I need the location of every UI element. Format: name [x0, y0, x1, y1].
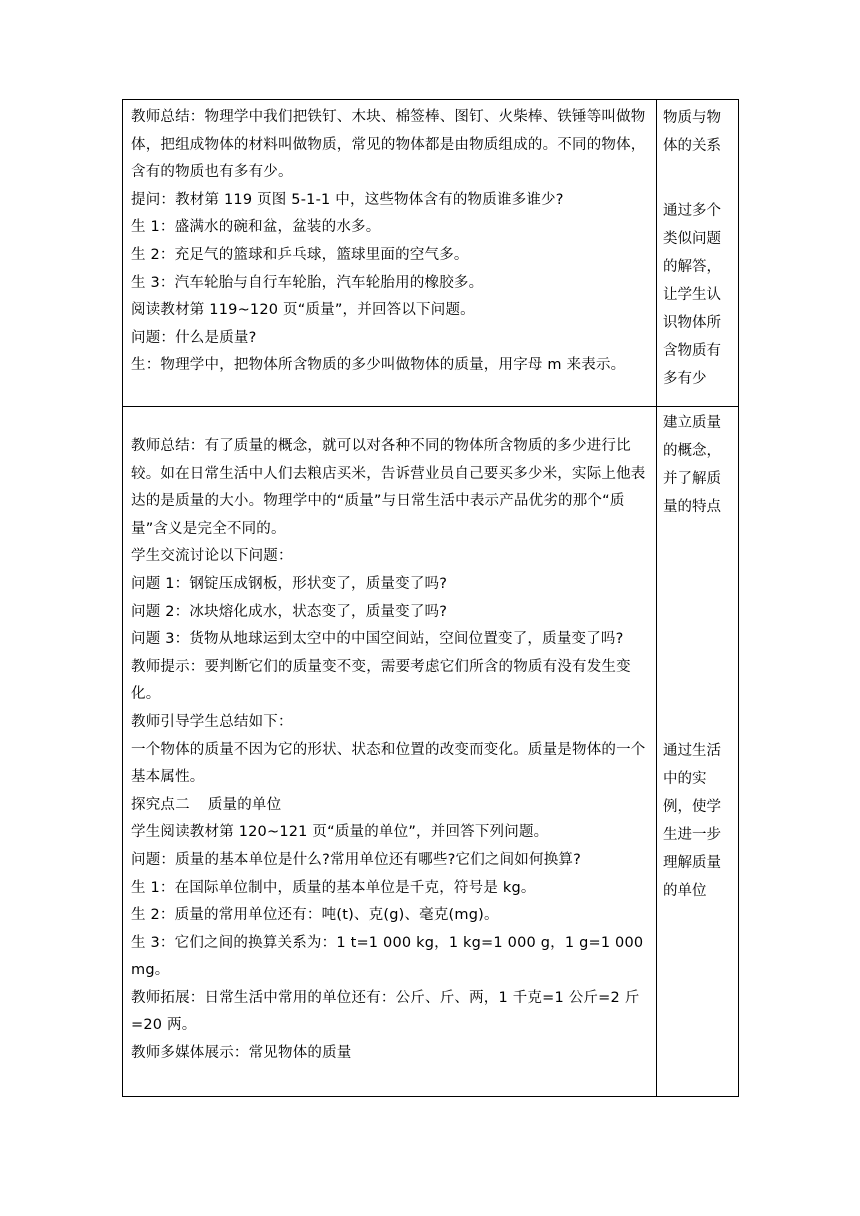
paragraph: 生 2：充足气的篮球和乒乓球，篮球里面的空气多。 [131, 246, 469, 263]
design-note: 物质与物体的关系 [663, 110, 721, 154]
paragraph: 问题 3：货物从地球运到太空中的中国空间站，空间位置变了，质量变了吗? [131, 631, 624, 648]
section-heading [131, 792, 652, 820]
table-row [123, 100, 739, 407]
paragraph: 教师提示：要判断它们的质量变不变，需要考虑它们所含的物质有没有发生变化。 [131, 658, 631, 703]
table-row [123, 407, 739, 1097]
paragraph: 生 2：质量的常用单位还有：吨(t)、克(g)、毫克(mg)。 [131, 907, 499, 924]
paragraph: 问题 2：冰块熔化成水，状态变了，质量变了吗? [131, 603, 448, 620]
paragraph: 问题 1：钢锭压成钢板，形状变了，质量变了吗? [131, 575, 448, 592]
paragraph: 问题：质量的基本单位是什么?常用单位还有哪些?它们之间如何换算? [131, 851, 581, 868]
paragraph: 问题：什么是质量? [131, 329, 257, 346]
paragraph: 提问：教材第 119 页图 5-1-1 中，这些物体含有的物质谁多谁少? [131, 191, 564, 208]
design-note: 建立质量的概念，并了解质量的特点 [663, 415, 721, 515]
paragraph: 生 3：汽车轮胎与自行车轮胎，汽车轮胎用的橡胶多。 [131, 274, 484, 291]
paragraph: 阅读教材第 119~120 页“质量”，并回答以下问题。 [131, 302, 475, 319]
design-intent-cell [657, 407, 739, 1097]
paragraph: 一个物体的质量不因为它的形状、状态和位置的改变而变化。质量是物体的一个基本属性。 [131, 741, 646, 786]
paragraph: 生 1：盛满水的碗和盆，盆装的水多。 [131, 219, 381, 236]
paragraph: 生 1：在国际单位制中，质量的基本单位是千克，符号是 kg。 [131, 879, 536, 896]
activity-cell [123, 100, 657, 407]
section-title: 质量的单位 [207, 796, 282, 813]
paragraph: 学生交流讨论以下问题： [131, 548, 293, 565]
paragraph: 生：物理学中，把物体所含物质的多少叫做物体的质量，用字母 m 来表示。 [131, 357, 626, 374]
design-note: 通过多个类似问题的解答，让学生认识物体所含物质有多有少 [663, 203, 721, 387]
paragraph: 教师总结：有了质量的概念，就可以对各种不同的物体所含物质的多少进行比较。如在日常生活中人们去粮店买米，告诉营业员自己要买多少米，实际上他表达的是质量的大小。物理学中的“质量”与日常生活中表示产品优劣的那个“质量”含义是完全不同的。 [131, 438, 646, 537]
paragraph: 教师引导学生总结如下： [131, 713, 293, 730]
design-note: 通过生活中的实例，使学生进一步理解质量的单位 [663, 743, 721, 899]
paragraph: 教师拓展：日常生活中常用的单位还有：公斤、斤、两，1 千克=1 公斤=2 斤=20 两。 [131, 989, 640, 1034]
design-intent-cell [657, 100, 739, 407]
activity-cell [123, 407, 657, 1097]
paragraph: 生 3：它们之间的换算关系为：1 t=1 000 kg，1 kg=1 000 g，1 g=1 000 mg。 [131, 934, 644, 979]
paragraph: 教师总结：物理学中我们把铁钉、木块、棉签棒、图钉、火柴棒、铁锤等叫做物体，把组成物体的材料叫做物质，常见的物体都是由物质组成的。不同的物体，含有的物质也有多有少。 [131, 109, 646, 181]
paragraph: 学生阅读教材第 120~121 页“质量的单位”，并回答下列问题。 [131, 824, 549, 841]
paragraph: 教师多媒体展示：常见物体的质量 [131, 1045, 352, 1062]
lesson-table [122, 99, 739, 1097]
section-number: 探究点二 [131, 796, 190, 813]
